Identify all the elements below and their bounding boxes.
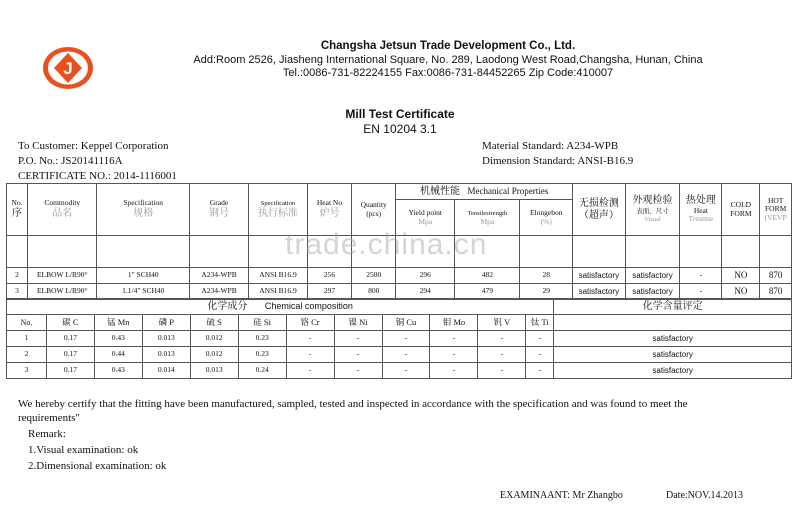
document-standard: EN 10204 3.1: [363, 122, 437, 136]
header-no: No. 序: [7, 184, 28, 236]
header-quantity: Quantity (pcs): [352, 184, 396, 236]
header-ndt: 无损检测 （超声）: [573, 184, 626, 236]
company-name: Changsha Jetsun Trade Development Co., Ltd.: [320, 40, 576, 52]
header-visual: 外观检验 表面、尺寸 Visual: [625, 184, 680, 236]
company-logo: [42, 46, 94, 90]
remark-visual: 1.Visual examination: ok: [28, 444, 139, 456]
material-standard: Material Standard: A234-WPB: [482, 140, 619, 152]
remark-dimensional: 2.Dimensional examination: ok: [28, 460, 167, 472]
examiner: EXAMINAANT: Mr Zhangbo: [500, 490, 623, 501]
header-hot-form: HOT FORM (VEVP: [760, 184, 792, 236]
dimension-standard: Dimension Standard: ANSI-B16.9: [482, 155, 634, 167]
header-heat-treatment: 热处理 Heat Treatme: [680, 184, 722, 236]
header-heat-no: Heat No 炉号: [307, 184, 351, 236]
po-number: P.O. No.: JS20141116A: [18, 155, 123, 167]
header-spec-standard: Specification 执行标准: [248, 184, 307, 236]
header-commodity: Commodity 品名: [28, 184, 97, 236]
table-row: 2 ELBOW L/R90° 1" SCH40 A234-WPB ANSI B16.9 256 2500 296 482 28 satisfactory satisfactory - NO 870: [7, 268, 792, 284]
certify-statement-end: requirements": [18, 412, 80, 424]
document-title: Mill Test Certificate: [345, 107, 455, 121]
chem-title: 化学成分 Chemical composition: [7, 299, 554, 315]
table-row: 3 0.17 0.43 0.014 0.013 0.24 - - - - - - satisfactory: [7, 363, 792, 379]
table-header-row: [7, 184, 792, 200]
header-specification: Specification 规格: [97, 184, 190, 236]
header-grade: Grade 钢号: [190, 184, 249, 236]
logo-letter: J: [63, 59, 73, 78]
company-address: Add:Room 2526, Jiasheng International Square, No. 289, Laodong West Road,Changsha, Hunan, China: [193, 54, 703, 66]
customer: To Customer: Keppel Corporation: [18, 140, 169, 152]
table-row: 3 ELBOW L/R90° 1.1/4" SCH40 A234-WPB ANSI B16.9 297 800 294 479 29 satisfactory satisfactory - NO 870: [7, 284, 792, 300]
header-cold-form: COLD FORM: [722, 184, 760, 236]
certify-statement: We hereby certify that the fitting have been manufactured, sampled, tested and inspected in accordance with the specification and was found to meet the: [18, 398, 688, 410]
header-yield: Yield point Mpa: [396, 200, 455, 236]
chem-eval-header: 化学含量评定: [554, 299, 792, 315]
certificate-number: CERTIFICATE NO.: 2014-1116001: [18, 170, 177, 182]
table-row: 1 0.17 0.43 0.013 0.012 0.23 - - - - - - satisfactory: [7, 331, 792, 347]
remark-label: Remark:: [28, 428, 66, 440]
company-contact: Tel.:0086-731-82224155 Fax:0086-731-84452265 Zip Code:410007: [282, 67, 614, 79]
chem-header-row: [7, 299, 792, 315]
table-row: 2 0.17 0.44 0.013 0.012 0.23 - - - - - - satisfactory: [7, 347, 792, 363]
watermark: trade.china.cn: [285, 228, 488, 261]
header-elongation: Elongebon (%): [520, 200, 573, 236]
chem-col-row: No. 碳 C 锰 Mn 磷 P 硫 S 硅 Si 铬 Cr 镍 Ni 铜 Cu 钼 Mo 钒 V 钛 Ti: [7, 315, 792, 331]
date: Date:NOV.14.2013: [666, 490, 744, 501]
chemical-composition-table: [6, 298, 792, 379]
header-tensile: Tensilestrength Mpa: [455, 200, 520, 236]
header-mechanical: 机械性能 Mechanical Properties: [396, 184, 573, 200]
